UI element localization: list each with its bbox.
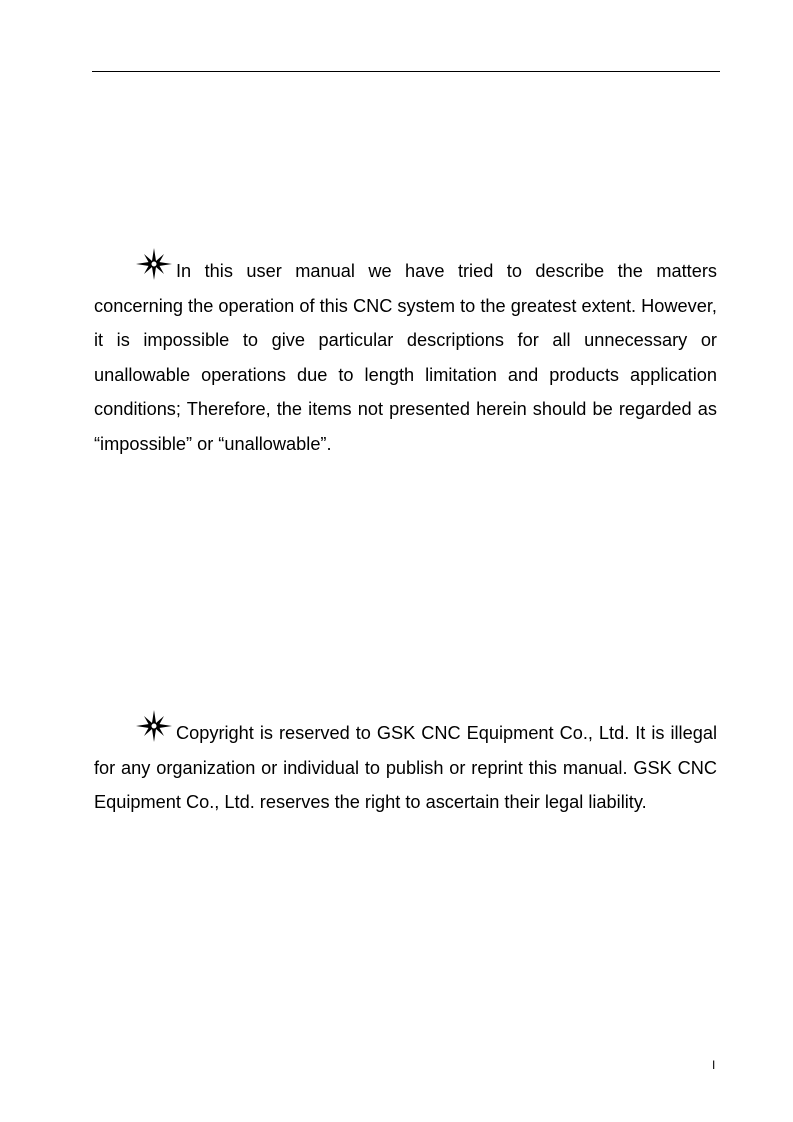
copyright-paragraph (94, 710, 717, 820)
notice-text: In this user manual we have tried to describe the matters concerning the operation of this CNC system to the greatest extent. However, it is impossible to give particular descriptions for all unnecessary or unallowable operations due to length limitation and products application conditions; Therefore, the items not presented herein should be regarded as “impossible” or “unallowable”. (94, 261, 717, 454)
notice-paragraph (94, 248, 717, 461)
copyright-text: Copyright is reserved to GSK CNC Equipment Co., Ltd. It is illegal for any organization or individual to publish or reprint this manual. GSK CNC Equipment Co., Ltd. reserves the right to ascertain their legal liability. (94, 723, 717, 812)
compass-star-icon (136, 248, 172, 280)
header-rule (92, 71, 720, 72)
page-number: I (712, 1058, 716, 1072)
compass-star-icon (136, 710, 172, 742)
